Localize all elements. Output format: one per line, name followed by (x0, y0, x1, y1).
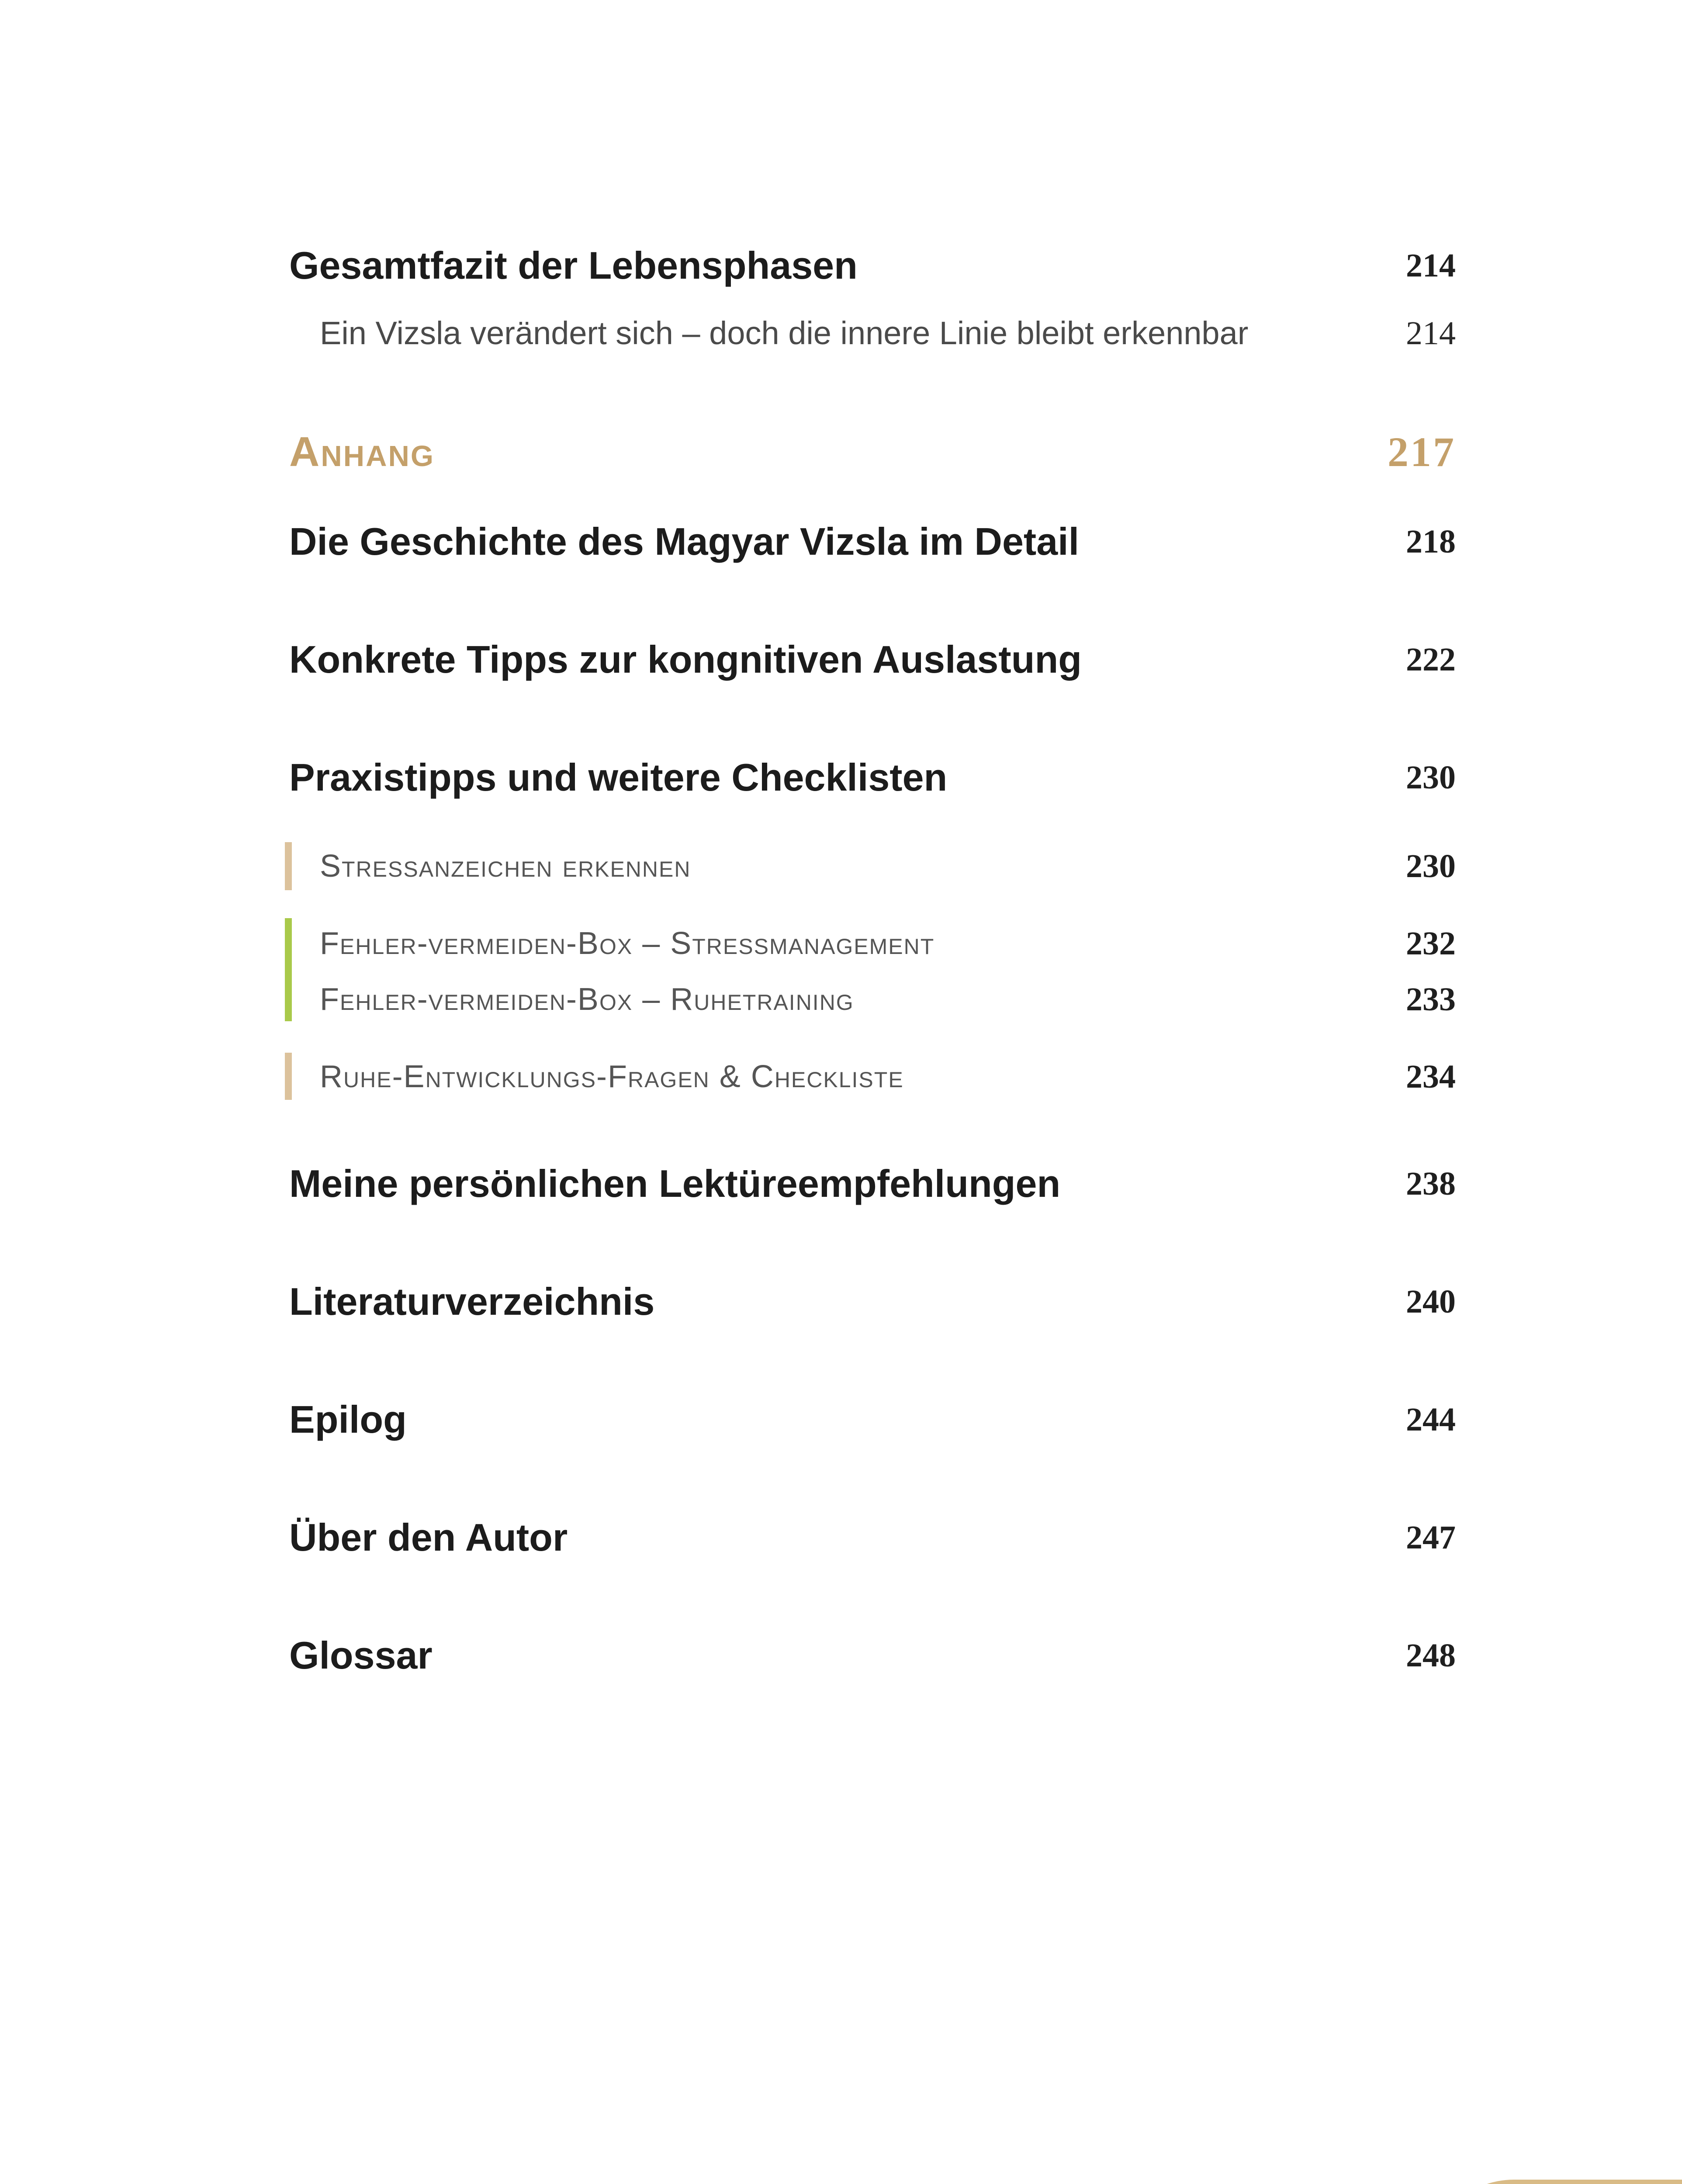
toc-entry-title: Fehler-vermeiden-Box – Ruhetraining (320, 982, 854, 1017)
toc-entry-title: Glossar (289, 1634, 433, 1677)
toc-entry-lektuere[interactable] (289, 1158, 1456, 1210)
toc-entry-title: Praxistipps und weitere Checklisten (289, 756, 948, 799)
toc-box-stressmanagement[interactable] (289, 917, 1456, 970)
page-number-tab (1429, 2180, 1682, 2184)
toc-entry-page: 248 (1406, 1637, 1456, 1674)
toc-section-anhang[interactable] (289, 426, 1456, 478)
toc-entry-page: 234 (1406, 1058, 1456, 1095)
toc-entry-title: Epilog (289, 1398, 407, 1441)
toc-entry-page: 230 (1406, 848, 1456, 885)
toc-entry-gesamtfazit[interactable] (289, 239, 1456, 292)
toc-entry-epilog[interactable] (289, 1393, 1456, 1446)
toc-entry-title: Stressanzeichen erkennen (320, 849, 691, 884)
toc-entry-praxistipps[interactable] (289, 751, 1456, 804)
toc-entry-tipps-auslastung[interactable] (289, 633, 1456, 686)
toc-entry-page: 222 (1406, 641, 1456, 678)
section-title: Anhang (289, 429, 435, 475)
toc-entry-page: 232 (1406, 925, 1456, 962)
toc-entry-autor[interactable] (289, 1511, 1456, 1564)
section-page: 217 (1388, 429, 1456, 475)
toc-entry-title: Literaturverzeichnis (289, 1280, 655, 1323)
toc-entry-title: Ein Vizsla verändert sich – doch die innere Linie bleibt erkennbar (320, 315, 1249, 351)
toc-entry-title: Meine persönlichen Lektüreempfehlungen (289, 1162, 1061, 1205)
toc-entry-page: 230 (1406, 759, 1456, 796)
toc-entry-page: 247 (1406, 1519, 1456, 1556)
toc-entry-title: Ruhe-Entwicklungs-Fragen & Checkliste (320, 1059, 904, 1094)
toc-entry-title: Gesamtfazit der Lebensphasen (289, 244, 858, 287)
toc-entry-title: Fehler-vermeiden-Box – Stressmanagement (320, 926, 935, 961)
toc-entry-glossar[interactable] (289, 1629, 1456, 1682)
toc-entry-page: 238 (1406, 1165, 1456, 1202)
toc-entry-page: 214 (1406, 247, 1456, 284)
toc-box-stressanzeichen[interactable] (289, 840, 1456, 892)
toc-box-ruhe-checkliste[interactable] (289, 1051, 1456, 1103)
toc-entry-title: Die Geschichte des Magyar Vizsla im Detail (289, 520, 1080, 563)
toc-entry-literatur[interactable] (289, 1275, 1456, 1328)
toc-entry-page: 214 (1406, 315, 1456, 352)
toc-entry-page: 244 (1406, 1401, 1456, 1438)
toc-entry-page: 240 (1406, 1283, 1456, 1320)
toc-entry-page: 218 (1406, 523, 1456, 560)
toc-entry-geschichte[interactable] (289, 515, 1456, 568)
toc-subentry-vizsla-veraendert[interactable] (289, 307, 1456, 359)
toc-entry-page: 233 (1406, 981, 1456, 1018)
toc-entry-title: Über den Autor (289, 1516, 568, 1559)
toc-entry-title: Konkrete Tipps zur kongnitiven Auslastung (289, 638, 1082, 681)
toc-box-ruhetraining[interactable] (289, 973, 1456, 1026)
